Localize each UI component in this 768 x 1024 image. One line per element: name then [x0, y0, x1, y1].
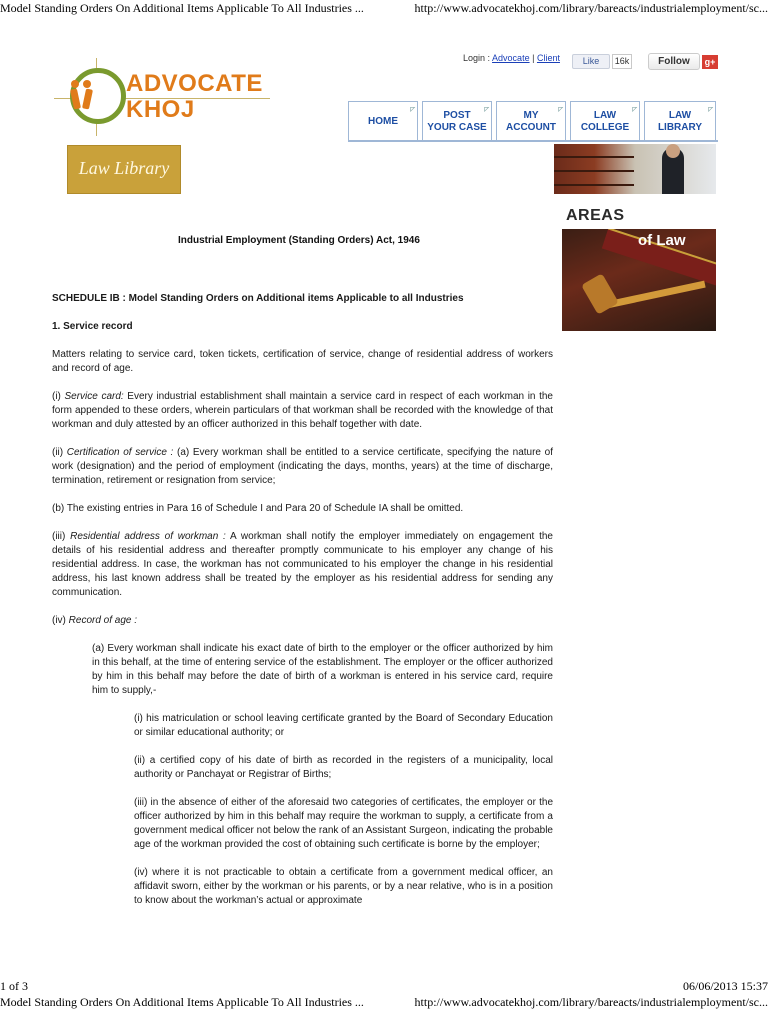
nav-tab-law-college[interactable] [570, 101, 640, 141]
nav-underline [348, 140, 718, 142]
clause-text: A workman shall notify the employer immediately on engagement the details of his residential address and thereafter promptly communicate to his employer any change of his residential address. In case, the workman has not communicated to his employer the change in his residential address, his last known address shall be treated by the employer as his residential address for sending any communication. [52, 531, 553, 598]
site-logo[interactable] [54, 66, 270, 136]
print-footer-url: http://www.advocatekhoj.com/library/bareacts/industrialemployment/sc... [414, 995, 768, 1009]
act-content [52, 292, 553, 922]
paragraph: (b) The existing entries in Para 16 of Schedule I and Para 20 of Schedule IA shall be omitted. [52, 503, 464, 514]
nav-tab-law-library[interactable] [644, 101, 716, 141]
clause-title: Residential address of workman : [70, 531, 226, 542]
nav-tab-label: LIBRARY [657, 121, 703, 133]
tab-corner-icon: ◸ [632, 107, 637, 113]
areas-subtitle: of Law [638, 232, 686, 249]
logo-text-khoj: KHOJ [126, 96, 195, 123]
bookshelf [554, 156, 634, 158]
clause-number: (ii) [52, 447, 64, 458]
nav-tab-label: POST [443, 109, 471, 121]
nav-tab-home[interactable] [348, 101, 418, 141]
nav-tab-label: COLLEGE [580, 121, 630, 133]
nav-tab-label: LAW [593, 109, 617, 121]
paragraph-record-of-age [52, 614, 553, 628]
clause-number: (iv) [52, 615, 66, 626]
gavel-icon [581, 273, 619, 314]
logo-figure [83, 80, 91, 88]
act-title: Industrial Employment (Standing Orders) Act, 1946 [178, 235, 420, 246]
google-plus-icon[interactable]: g+ [702, 55, 718, 69]
follow-button[interactable]: Follow [648, 53, 700, 70]
paragraph: (iii) in the absence of either of the aforesaid two categories of certificates, the employer or the officer authorized by him in this behalf may require the workman to supply, a certificate from a government medical officer not below the rank of an Assistant Surgeon, indicating the probable age of the workman provided the cost of obtaining such certificate is borne by the employer; [134, 797, 553, 850]
facebook-like-button[interactable]: Like [572, 54, 610, 69]
nav-tab-label: LAW [668, 109, 692, 121]
paragraph: Matters relating to service card, token tickets, certification of service, change of residential address of workers and record of age. [52, 349, 553, 374]
law-library-label: Law Library [78, 158, 170, 178]
page-number: 1 of 3 [0, 979, 28, 993]
clause-title: Certification of service : [66, 447, 174, 458]
print-footer-next-header [0, 994, 768, 1010]
paragraph: (ii) a certified copy of his date of birth as recorded in the registers of a municipality, local authority or Panchayat or Registrar of Births; [134, 755, 553, 780]
nav-tab-post-your-case[interactable] [422, 101, 492, 141]
bookshelf [554, 184, 634, 186]
clause-title: Record of age : [68, 615, 138, 626]
section-heading: 1. Service record [52, 321, 133, 332]
clause-number: (i) [52, 391, 61, 402]
areas-of-law-image[interactable] [562, 229, 716, 331]
nav-tab-my-account[interactable] [496, 101, 566, 141]
paragraph-residential-address [52, 530, 553, 600]
clause-title: Service card: [64, 391, 124, 402]
clause-text: (a) Every workman shall be entitled to a service certificate, specifying the nature of work (designation) and the period of employment (indicating the days, months, years) at the time of discharge, termination, retirement or resignation from service; [52, 447, 553, 486]
tab-corner-icon: ◸ [484, 107, 489, 113]
tab-corner-icon: ◸ [708, 107, 713, 113]
logo-figure [71, 80, 79, 88]
paragraph-certification [52, 446, 553, 488]
print-footer-title: Model Standing Orders On Additional Items Applicable To All Industries ... [0, 995, 364, 1009]
login-label: Login : [463, 53, 491, 63]
paragraph: (iv) where it is not practicable to obtain a certificate from a government medical officer, an affidavit sworn, either by the workman or his parents, or by a near relative, who is in a position to know about the workman’s actual or approximate [134, 867, 553, 906]
tab-corner-icon: ◸ [410, 107, 415, 113]
nav-tab-label: MY [523, 109, 539, 121]
login-bar [463, 53, 560, 63]
gavel-handle [606, 281, 705, 309]
clause-number: (iii) [52, 531, 66, 542]
paragraph-service-card [52, 390, 553, 432]
print-header [0, 0, 768, 16]
paragraph: (a) Every workman shall indicate his exact date of birth to the employer or the officer authorized by him in this behalf, at the time of entering service of the establishment. The employer or the officer authorized by him in this behalf may before the date of birth of a workman is entered in his service card, require him to supply,- [92, 643, 553, 696]
login-advocate-link[interactable]: Advocate [492, 53, 530, 63]
nav-tab-label: YOUR CASE [427, 121, 487, 133]
lawyer-library-image[interactable] [554, 144, 716, 194]
law-library-banner[interactable] [67, 145, 181, 194]
bookshelf [554, 170, 634, 172]
paragraph: (i) his matriculation or school leaving certificate granted by the Board of Secondary Education or similar educational authority; or [134, 713, 553, 738]
lawyer-head [666, 144, 680, 158]
like-count-badge: 16k [612, 54, 632, 69]
logo-text-advocate: ADVOCATE [126, 70, 263, 97]
login-separator: | [532, 53, 535, 63]
print-header-title: Model Standing Orders On Additional Items Applicable To All Industries ... [0, 1, 364, 15]
tab-corner-icon: ◸ [558, 107, 563, 113]
print-header-url: http://www.advocatekhoj.com/library/bareacts/industrialemployment/sc... [414, 1, 768, 15]
schedule-heading: SCHEDULE IB : Model Standing Orders on Additional items Applicable to all Industries [52, 293, 464, 304]
nav-tab-label: HOME [368, 115, 398, 127]
clause-text: Every industrial establishment shall maintain a service card in respect of each workman in the form appended to these orders, wherein particulars of that workman shall be recorded with the knowledge of that workman and duly attested by an officer authorized in this behalf together with date. [52, 391, 553, 430]
areas-title: AREAS [566, 207, 625, 224]
print-datetime: 06/06/2013 15:37 [682, 979, 768, 993]
print-footer [0, 978, 768, 994]
login-client-link[interactable]: Client [536, 53, 560, 63]
nav-tab-label: ACCOUNT [506, 121, 556, 133]
